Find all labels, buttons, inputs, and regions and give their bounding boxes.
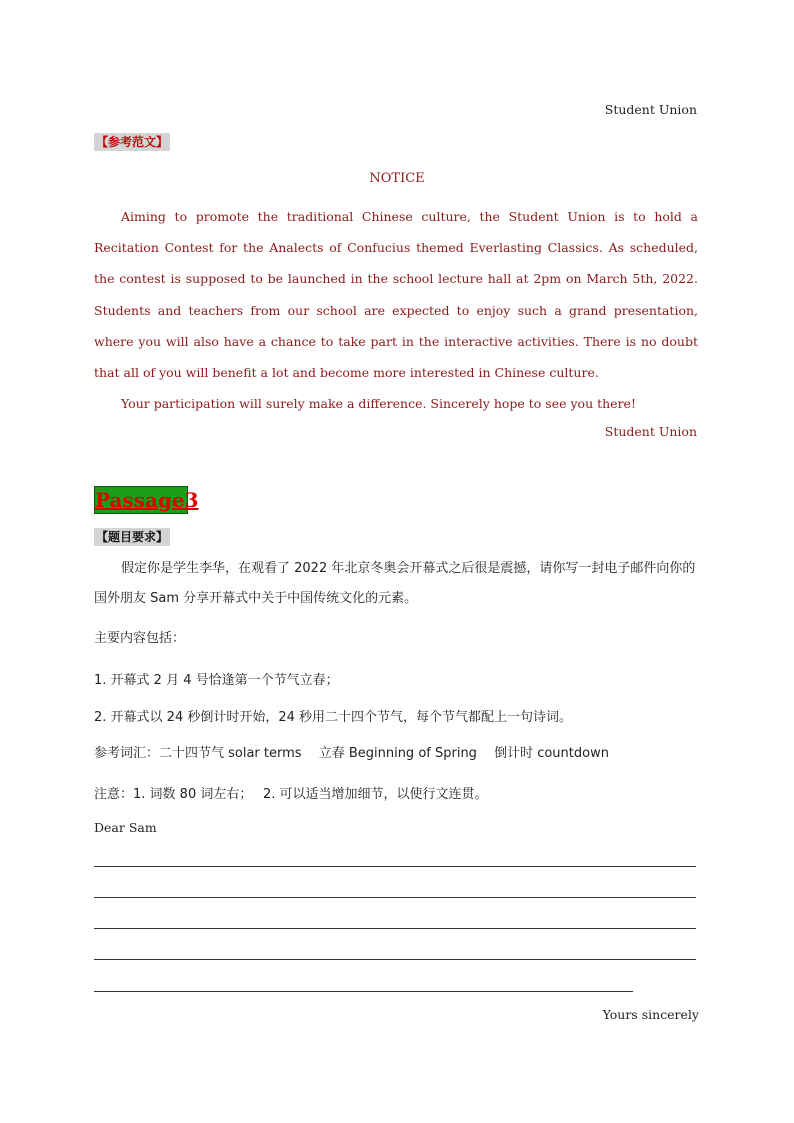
writing-line bbox=[94, 928, 696, 929]
vocabulary: 参考词汇：二十四节气 solar terms 立春 Beginning of Spring 倒计时 countdown bbox=[94, 746, 609, 761]
salutation: Dear Sam bbox=[94, 820, 157, 835]
writing-line bbox=[94, 991, 633, 992]
closing: Yours sincerely bbox=[602, 1007, 699, 1022]
point-2: 2. 开幕式以 24 秒倒计时开始，24 秒用二十四个节气，每个节气都配上一句诗词。 bbox=[94, 710, 573, 725]
top-signature: Student Union bbox=[604, 102, 697, 117]
model-essay-tag: 【参考范文】 bbox=[96, 135, 169, 149]
content-header: 主要内容包括： bbox=[94, 631, 186, 646]
writing-line bbox=[94, 897, 696, 898]
task-prompt: 假定你是学生李华，在观看了 2022 年北京冬奥会开幕式之后很是震撼，请你写一封电子邮件向你的国外朋友 Sam 分享开幕式中关于中国传统文化的元素。 bbox=[94, 561, 696, 606]
notes: 注意：1. 词数 80 词左右； 2. 可以适当增加细节，以使行文连贯。 bbox=[94, 787, 488, 802]
passage-label: Passage3 bbox=[95, 488, 199, 512]
writing-line bbox=[94, 866, 696, 867]
notice-title: NOTICE bbox=[369, 171, 425, 186]
point-1: 1. 开幕式 2 月 4 号恰逢第一个节气立春； bbox=[94, 673, 339, 688]
model-essay bbox=[94, 201, 698, 419]
essay-paragraph-1: Aiming to promote the traditional Chinese culture, the Student Union is to hold a Recitation Contest for the Analects of Confucius themed Everlasting Classics. As scheduled, the contest is supposed to be launched in the school lecture hall at 2pm on March 5th, 2022. Students and teachers from our school are expected to enjoy such a grand presentation, where you will also have a chance to take part in the interactive activities. There is no doubt that all of you will benefit a lot and become more interested in Chinese culture. bbox=[94, 209, 698, 381]
writing-line bbox=[94, 959, 696, 960]
essay-signature: Student Union bbox=[604, 424, 697, 439]
essay-paragraph-2: Your participation will surely make a difference. Sincerely hope to see you there! bbox=[121, 396, 636, 412]
requirement-tag: 【题目要求】 bbox=[96, 530, 169, 544]
